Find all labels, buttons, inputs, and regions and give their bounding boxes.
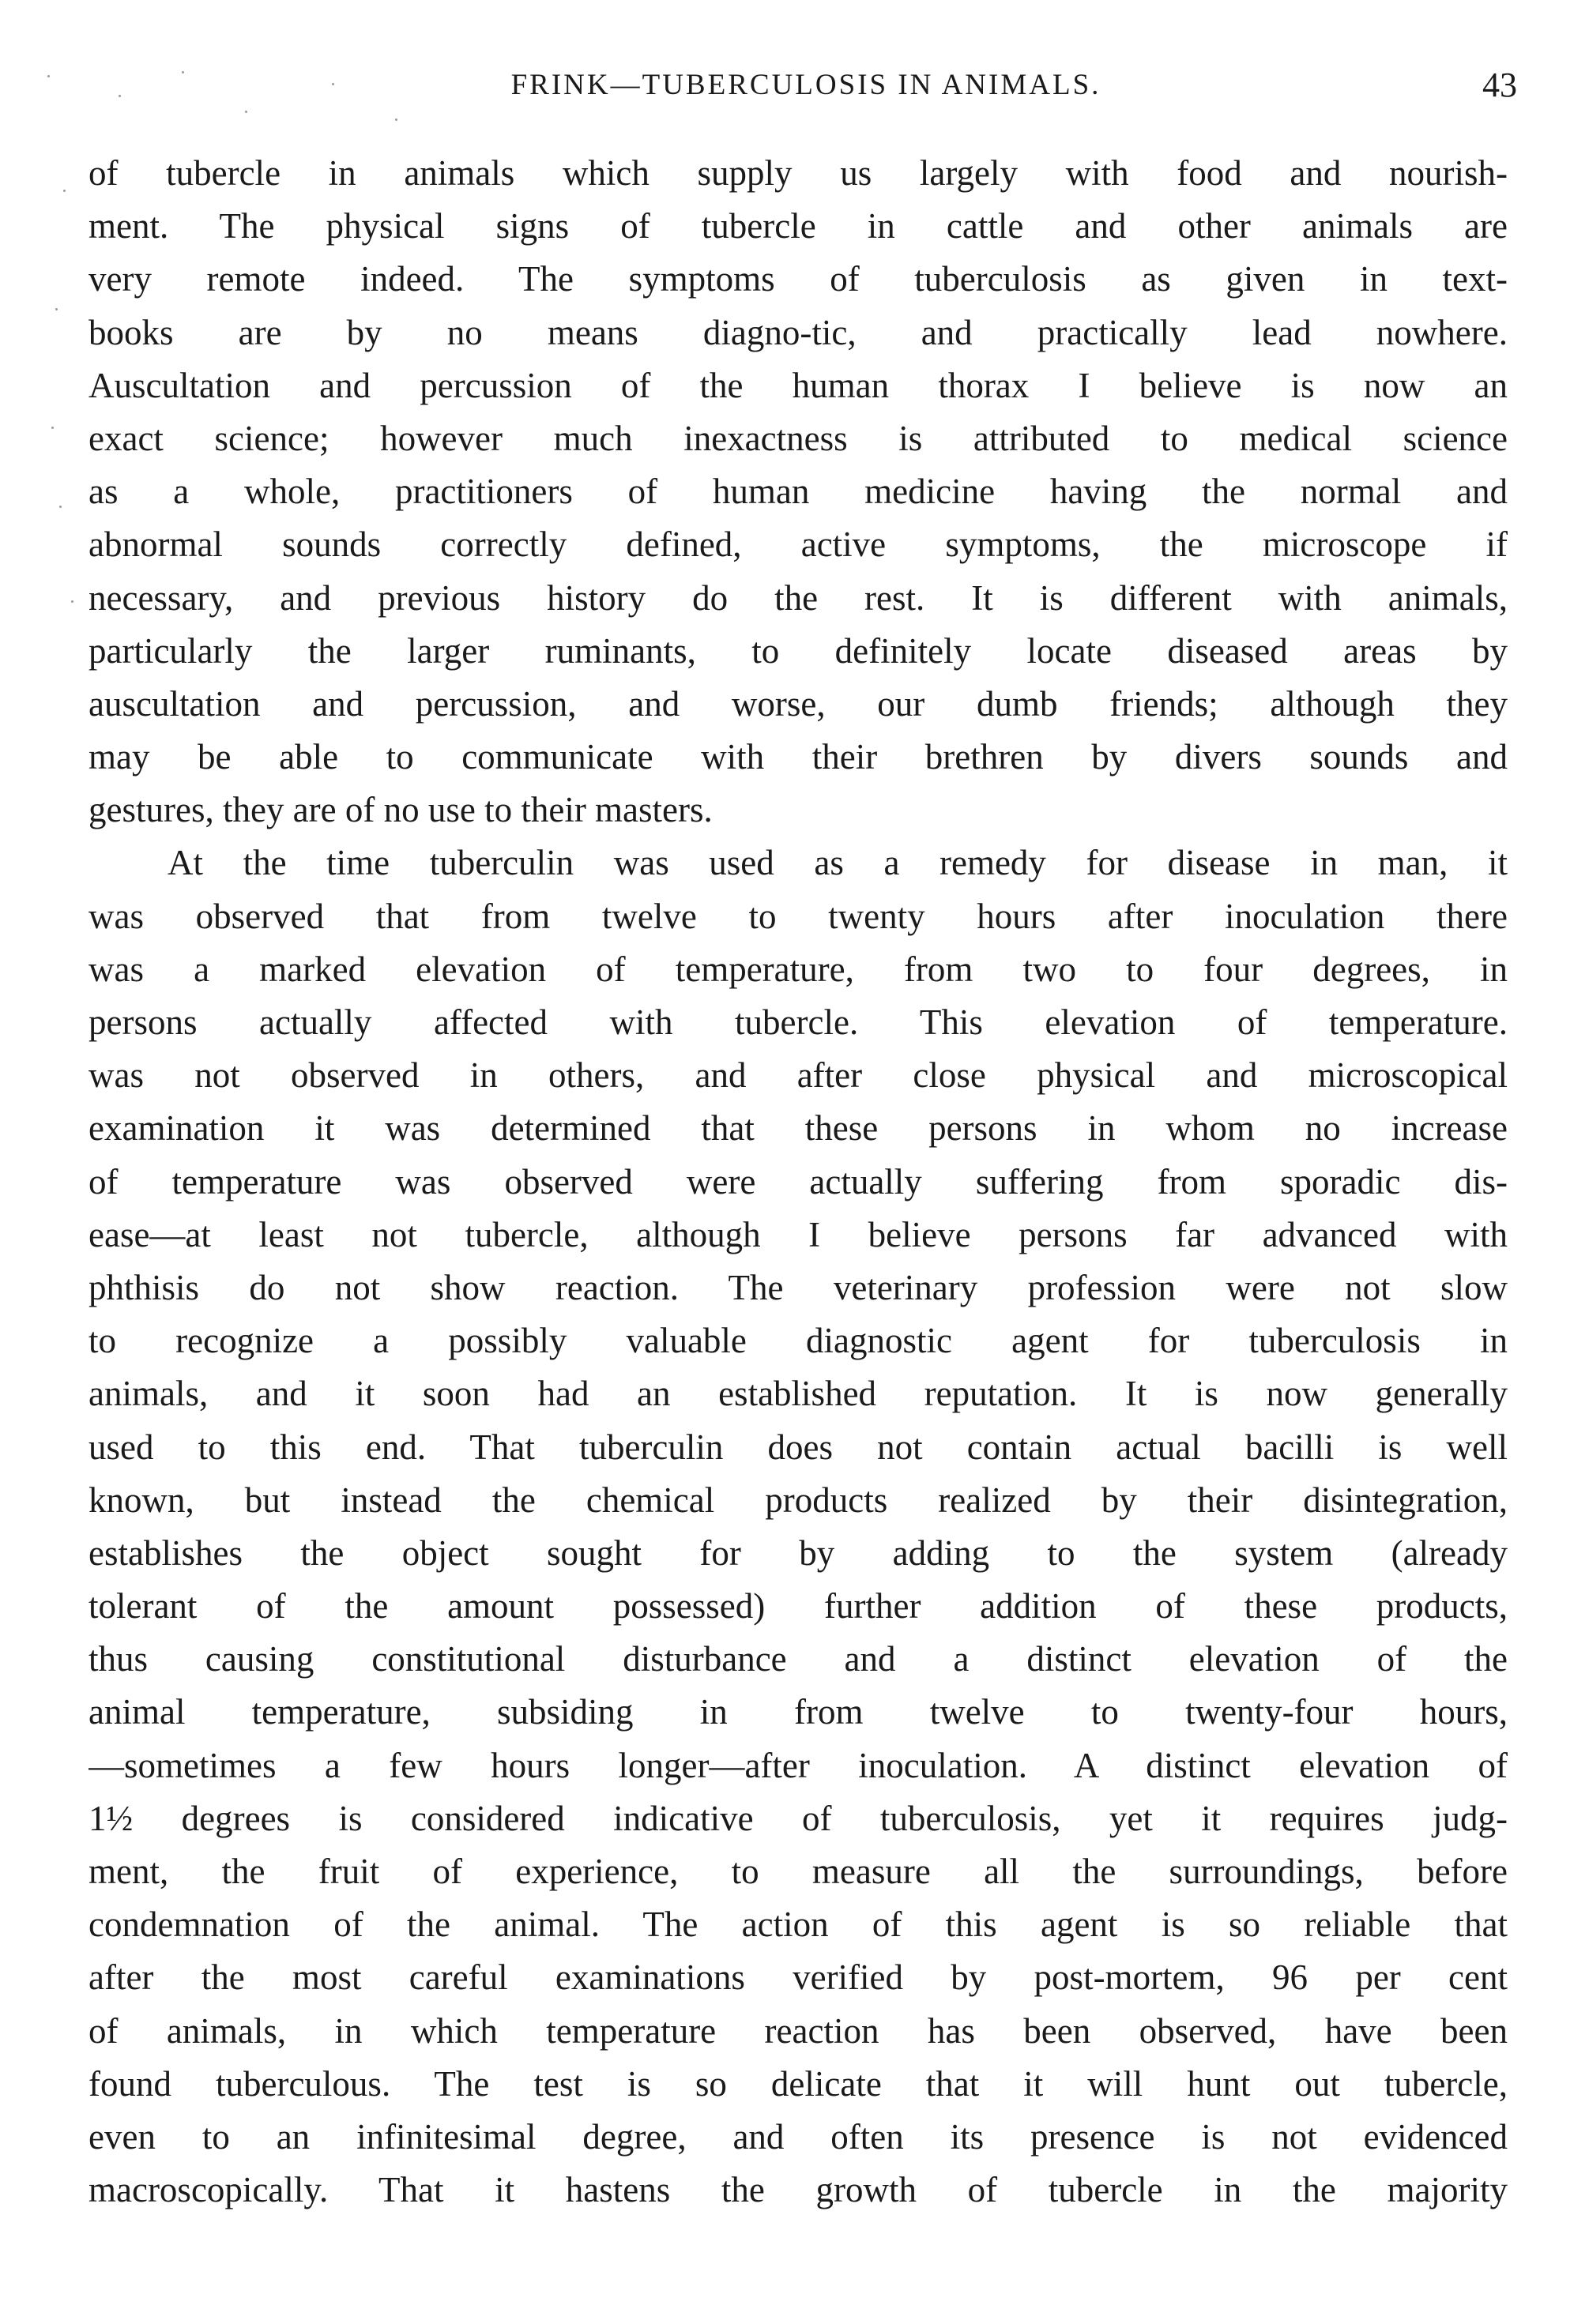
text-line: auscultation and percussion, and worse, our dumb friends; although they — [88, 683, 1508, 724]
text-line: Auscultation and percussion of the human thorax I believe is now an — [88, 365, 1508, 405]
body-text — [88, 147, 1508, 2217]
running-head — [95, 62, 1517, 109]
text-line: gestures, they are of no use to their masters. — [88, 790, 713, 830]
text-line: found tuberculous. The test is so delicate that it will hunt out tubercle, — [88, 2063, 1508, 2104]
text-line: macroscopically. That it hastens the growth of tubercle in the majority — [88, 2170, 1508, 2210]
text-line: known, but instead the chemical products realized by their disintegration, — [88, 1480, 1508, 1520]
text-line: examination it was determined that these persons in whom no increase — [88, 1108, 1508, 1149]
text-line: of temperature was observed were actually suffering from sporadic dis- — [88, 1161, 1508, 1201]
text-line: was observed that from twelve to twenty hours after inoculation there — [88, 896, 1508, 936]
page-number: 43 — [1482, 66, 1517, 104]
text-line: after the most careful examinations verified by post-mortem, 96 per cent — [88, 1957, 1508, 1998]
text-line: as a whole, practitioners of human medicine having the normal and — [88, 472, 1508, 512]
text-line: necessary, and previous history do the rest. It is different with animals, — [88, 577, 1508, 618]
running-title: FRINK—TUBERCULOSIS IN ANIMALS. — [510, 69, 1101, 101]
text-line: abnormal sounds correctly defined, active symptoms, the microscope if — [88, 525, 1508, 565]
text-line: may be able to communicate with their brethren by divers sounds and — [88, 737, 1508, 777]
text-line: used to this end. That tuberculin does not contain actual bacilli is well — [88, 1427, 1508, 1467]
text-line: ease—at least not tubercle, although I believe persons far advanced with — [88, 1214, 1508, 1254]
text-line: condemnation of the animal. The action of this agent is so reliable that — [88, 1905, 1508, 1945]
text-line: 1½ degrees is considered indicative of tuberculosis, yet it requires judg- — [88, 1798, 1508, 1838]
text-line: was a marked elevation of temperature, from two to four degrees, in — [88, 949, 1508, 989]
text-line: ment. The physical signs of tubercle in cattle and other animals are — [88, 206, 1508, 246]
text-line: even to an infinitesimal degree, and often its presence is not evidenced — [88, 2116, 1508, 2157]
text-line: tolerant of the amount possessed) further addition of these products, — [88, 1586, 1508, 1626]
text-line: books are by no means diagno-tic, and practically lead nowhere. — [88, 312, 1508, 352]
text-line: to recognize a possibly valuable diagnostic agent for tuberculosis in — [88, 1321, 1508, 1361]
text-line: was not observed in others, and after close physical and microscopical — [88, 1055, 1508, 1096]
text-line: animals, and it soon had an established reputation. It is now generally — [88, 1374, 1508, 1414]
text-line: thus causing constitutional disturbance and a distinct elevation of the — [88, 1639, 1508, 1679]
text-line: animal temperature, subsiding in from twelve to twenty-four hours, — [88, 1692, 1508, 1732]
text-line: At the time tuberculin was used as a remedy for disease in man, it — [168, 843, 1508, 883]
text-line: of tubercle in animals which supply us largely with food and nourish- — [88, 153, 1508, 193]
text-line: ment, the fruit of experience, to measure all the surroundings, before — [88, 1852, 1508, 1891]
text-line: particularly the larger ruminants, to definitely locate diseased areas by — [88, 630, 1508, 671]
text-line: of animals, in which temperature reaction has been observed, have been — [88, 2010, 1508, 2051]
text-line: —sometimes a few hours longer—after inoculation. A distinct elevation of — [88, 1745, 1508, 1785]
text-line: phthisis do not show reaction. The veterinary profession were not slow — [88, 1267, 1508, 1307]
text-line: persons actually affected with tubercle. This elevation of temperature. — [88, 1002, 1508, 1042]
text-line: establishes the object sought for by adding to the system (already — [88, 1532, 1508, 1573]
text-line: exact science; however much inexactness is attributed to medical science — [88, 418, 1508, 458]
text-line: very remote indeed. The symptoms of tuberculosis as given in text- — [88, 259, 1508, 299]
